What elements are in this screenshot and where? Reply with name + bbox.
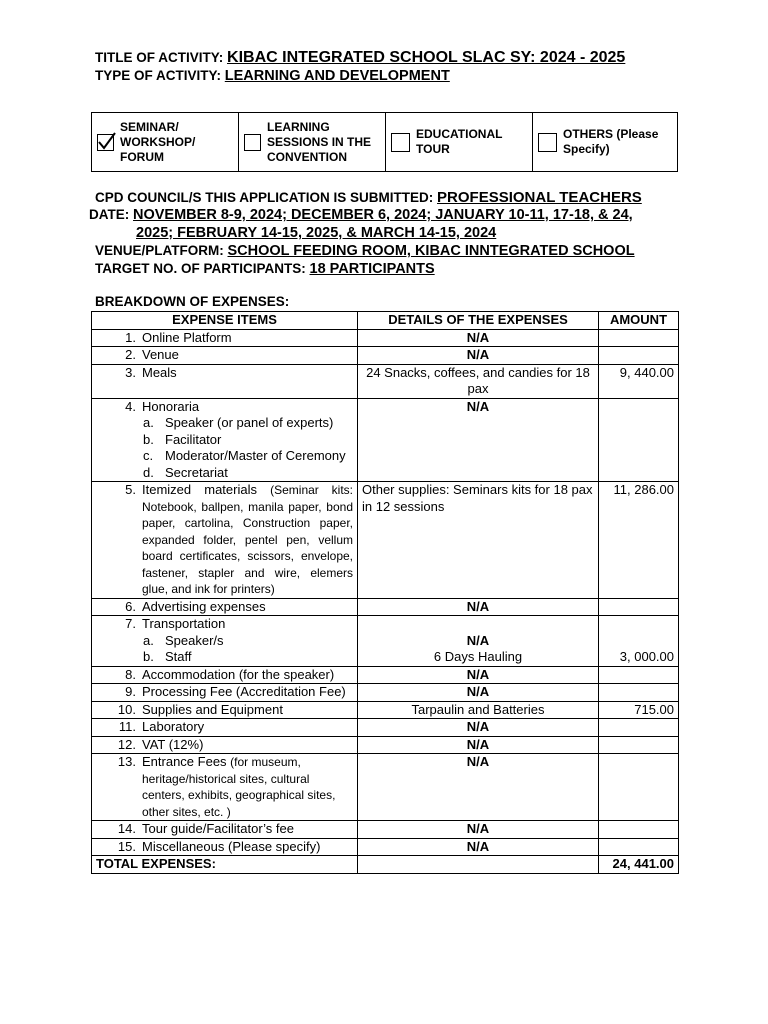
item-number: 5. [125,482,136,497]
item-name: Itemized materials [142,482,257,497]
item-detail: 24 Snacks, coffees, and candies for 18 pax [358,364,599,398]
checkbox-empty-icon[interactable] [244,134,261,151]
sub-item: Speaker/s [165,632,224,648]
item-amount [599,754,679,821]
item-name: Advertising expenses [142,598,266,614]
table-row [92,598,679,616]
type-label: TYPE OF ACTIVITY: [95,68,222,83]
item-amount: 715.00 [599,701,679,719]
date-value-line1: NOVEMBER 8-9, 2024; DECEMBER 6, 2024; JANUARY 10-11, 17-18, & 24, [133,207,633,223]
activity-type-label: OTHERS (Please Specify) [563,127,659,156]
sub-letter: c. [143,448,154,463]
total-row [92,856,679,874]
sub-item: Speaker (or panel of experts) [165,415,334,430]
date-line-2 [136,225,496,241]
table-row [92,838,679,856]
item-amount [599,347,679,365]
item-name: Miscellaneous (Please specify) [142,838,321,854]
target-value: 18 PARTICIPANTS [309,261,435,277]
total-label: TOTAL EXPENSES: [92,856,358,874]
item-name: Venue [142,347,179,362]
title-label: TITLE OF ACTIVITY: [95,50,224,65]
checkbox-checked-icon[interactable] [97,134,114,151]
expenses-table [91,311,679,874]
item-number: 8. [125,666,136,682]
checkbox-empty-icon[interactable] [538,133,557,152]
item-name: Transportation [142,616,226,631]
sub-item: Moderator/Master of Ceremony [165,448,346,463]
item-number: 7. [125,616,136,631]
item-amount [599,398,679,482]
item-detail: N/A [358,736,599,754]
sub-item: Staff [165,649,192,664]
item-detail: N/A [358,754,599,821]
item-name: Processing Fee (Accreditation Fee) [142,684,346,699]
type-line [95,68,450,84]
total-detail-empty [358,856,599,874]
item-number: 11. [118,719,136,734]
date-label: DATE: [89,207,130,222]
item-number: 3. [125,364,136,380]
item-number: 1. [125,329,136,345]
item-number: 12. [117,736,136,752]
item-amount [599,666,679,684]
target-label: TARGET NO. OF PARTICIPANTS: [95,261,306,276]
item-name: Tour guide/Facilitator’s fee [142,821,294,836]
item-name: Meals [142,364,177,380]
cpd-line [95,189,642,206]
date-line [89,207,633,223]
item-amount: 11, 286.00 [599,482,679,599]
checkbox-empty-icon[interactable] [391,133,410,152]
item-name: Laboratory [142,719,205,734]
item-number: 13. [117,754,136,769]
item-detail: N/A [358,838,599,856]
sub-letter: b. [143,431,154,447]
item-name: VAT (12%) [142,736,204,752]
table-row [92,736,679,754]
table-row [92,719,679,737]
table-row [92,701,679,719]
venue-value: SCHOOL FEEDING ROOM, KIBAC INNTEGRATED SCHOOL [227,243,635,259]
item-name: Supplies and Equipment [142,701,283,717]
date-value-line2: 2025; FEBRUARY 14-15, 2025, & MARCH 14-15, 2024 [136,225,497,241]
title-value: KIBAC INTEGRATED SCHOOL SLAC SY: 2024 - 2025 [227,49,626,66]
cpd-value: PROFESSIONAL TEACHERS [437,189,642,206]
sub-item: Secretariat [165,464,228,480]
item-number: 4. [125,398,136,414]
header-details: DETAILS OF THE EXPENSES [358,312,599,330]
table-row [92,821,679,839]
activity-type-others[interactable] [533,113,678,172]
total-amount: 24, 441.00 [599,856,679,874]
table-row [92,666,679,684]
item-amount: 3, 000.00 [619,649,674,664]
item-amount [599,719,679,737]
item-detail: Other supplies: Seminars kits for 18 pax in 12 sessions [358,482,599,599]
table-row [92,347,679,365]
title-line [95,49,625,67]
item-name: Accommodation (for the speaker) [142,666,335,682]
item-detail: N/A [358,684,599,702]
activity-type-learning-sessions[interactable] [239,113,386,172]
venue-line [95,243,635,259]
table-row [92,754,679,821]
target-line [95,261,435,277]
sub-item: Facilitator [165,431,222,447]
item-name: Entrance Fees [142,754,227,769]
sub-letter: a. [143,632,154,648]
table-row [92,398,679,482]
item-amount [599,598,679,616]
activity-type-label: LEARNING SESSIONS IN THE CONVENTION [267,119,372,164]
table-header-row [92,312,679,330]
table-row [92,684,679,702]
item-detail: N/A [466,632,490,648]
table-row [92,329,679,347]
item-number: 9. [125,684,136,699]
item-number: 15. [117,838,136,854]
item-note: (Seminar kits: Notebook, ballpen, manila paper, bond paper, cartolina, Construction paper, expanded folder, pentel pen, vellum board certificates, scissors, envelope, fastener, stapler and wire, elemers glue, and ink for printers) [142,483,353,596]
item-amount [599,684,679,702]
item-detail: N/A [358,821,599,839]
item-name: Honoraria [142,398,200,414]
sub-letter: a. [143,415,154,430]
item-detail: N/A [358,329,599,347]
table-row [92,616,679,667]
activity-type-label: EDUCATIONAL TOUR [416,127,503,156]
item-note: (for museum, heritage/historical sites, cultural centers, exhibits, geographical sites, other sites, etc. ) [142,755,336,819]
item-detail: N/A [358,666,599,684]
sub-letter: b. [143,649,154,664]
activity-type-seminar[interactable] [92,113,239,172]
type-value: LEARNING AND DEVELOPMENT [224,68,450,84]
cpd-label: CPD COUNCIL/S THIS APPLICATION IS SUBMITTED: [95,190,434,205]
item-number: 2. [125,347,136,362]
item-amount [599,736,679,754]
item-detail: N/A [358,347,599,365]
item-amount [599,838,679,856]
expenses-section-title: BREAKDOWN OF EXPENSES: [95,294,290,309]
activity-type-table [91,112,678,172]
table-row [92,364,679,398]
table-row [92,482,679,599]
item-amount [599,821,679,839]
item-detail: N/A [358,598,599,616]
item-detail-2: 6 Days Hauling [433,649,523,664]
item-detail: N/A [358,719,599,737]
header-amount: AMOUNT [599,312,679,330]
activity-type-label: SEMINAR/ WORKSHOP/ FORUM [120,119,196,164]
item-name: Online Platform [142,329,232,345]
item-number: 14. [117,821,136,836]
venue-label: VENUE/PLATFORM: [95,243,224,258]
header-expense-items: EXPENSE ITEMS [92,312,358,330]
item-detail: N/A [358,398,599,482]
item-amount: 9, 440.00 [599,364,679,398]
sub-letter: d. [143,464,154,480]
item-detail: Tarpaulin and Batteries [358,701,599,719]
item-number: 10. [117,701,136,717]
activity-type-educational-tour[interactable] [386,113,533,172]
item-number: 6. [125,598,136,614]
item-amount [599,329,679,347]
